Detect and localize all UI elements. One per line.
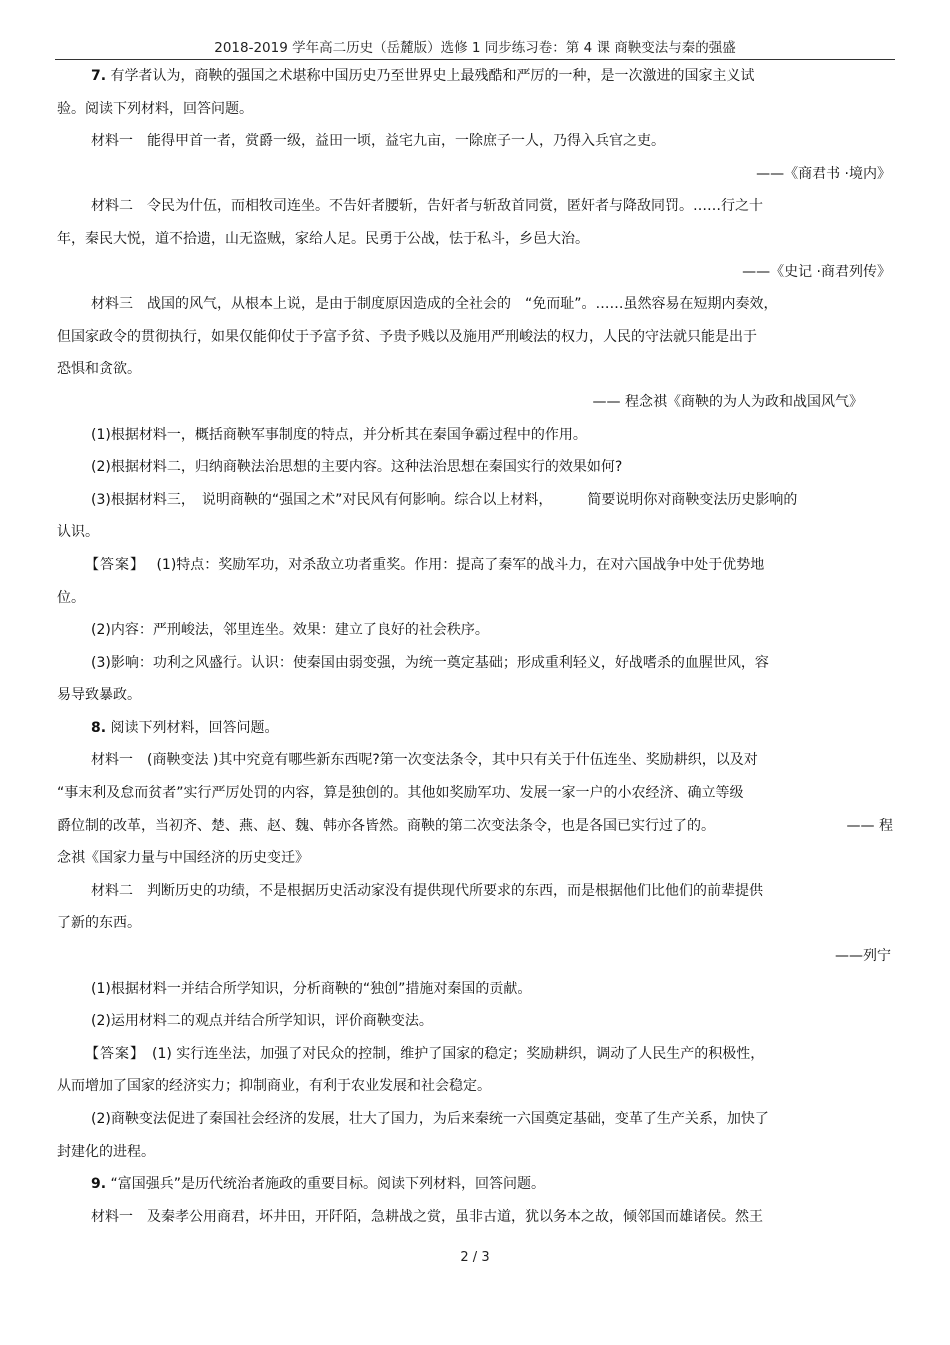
sub-question-1: (1)根据材料一，概括商鞅军事制度的特点，并分析其在秦国争霸过程中的作用。 (91, 426, 587, 443)
answer-1: 【答案】 (1)特点：奖励军功，对杀敌立功者重奖。作用：提高了秦军的战斗力，在对六国战争中处于优势地 (85, 556, 765, 573)
text-line: 爵位制的改革，当初齐、楚、燕、赵、魏、韩亦各皆然。商鞅的第二次变法条令，也是各国已实行过了的。 —— 程 (57, 810, 893, 843)
page-header: 2018-2019 学年高二历史（岳麓版）选修 1 同步练习卷：第 4 课 商鞅变法与秦的强盛 (55, 36, 895, 60)
text-line: 但国家政令的贯彻执行，如果仅能仰仗于予富予贫、予贵予贱以及施用严刑峻法的权力，人民的守法就只能是出于 (57, 328, 757, 345)
material-2: 材料二 令民为什伍，而相牧司连坐。不告奸者腰斩，告奸者与斩敌首同赏，匿奸者与降敌同罚。……行之十 (91, 198, 763, 215)
text-line: 易导致暴政。 (57, 687, 141, 704)
answer-1: 【答案】 (1) 实行连坐法，加强了对民众的控制，维护了国家的稳定；奖励耕织，调动了人民生产的积极性， (85, 1045, 765, 1062)
answer-3: (3)影响：功利之风盛行。认识：使秦国由弱变强，为统一奠定基础；形成重利轻义，好战嗜杀的血腥世风，容 (91, 654, 769, 671)
text-line: 位。 (57, 589, 85, 606)
text-line: 验。阅读下列材料，回答问题。 (57, 100, 253, 117)
material-1: 材料一 (商鞅变法 )其中究竟有哪些新东西呢?第一次变法条令，其中只有关于什伍连坐、奖励耕织，以及对 (91, 752, 758, 769)
question-7-stem: 7. 有学者认为，商鞅的强国之术堪称中国历史乃至世界史上最残酷和严厉的一种，是一次激进的国家主义试 (91, 68, 755, 84)
page-number: 2 / 3 (460, 1250, 490, 1265)
question-8-stem: 8. 阅读下列材料，回答问题。 (91, 719, 279, 736)
text-line: 了新的东西。 (57, 915, 141, 932)
answer-2: (2)商鞅变法促进了秦国社会经济的发展，壮大了国力，为后来秦统一六国奠定基础，变革了生产关系，加快了 (91, 1111, 769, 1127)
source-citation: 念祺《国家力量与中国经济的历史变迁》 (57, 850, 309, 867)
material-1: 材料一 能得甲首一者，赏爵一级，益田一顷，益宅九亩，一除庶子一人，乃得入兵官之吏。 (91, 133, 665, 150)
material-3: 材料三 战国的风气，从根本上说，是由于制度原因造成的全社会的 “免而耻”。……虽然容易在短期内奏效， (91, 296, 778, 313)
sub-question-3: (3)根据材料三， 说明商鞅的“强国之术”对民风有何影响。综合以上材料， 简要说明你对商鞅变法历史影响的 (91, 491, 798, 508)
document-body (57, 60, 893, 1233)
sub-question-1: (1)根据材料一并结合所学知识，分析商鞅的“独创”措施对秦国的贡献。 (91, 980, 532, 997)
source-citation: —— 程 (846, 817, 893, 834)
question-number: 7. (91, 68, 107, 84)
text-line: 认识。 (57, 524, 99, 541)
material-2: 材料二 判断历史的功绩，不是根据历史活动家没有提供现代所要求的东西，而是根据他们比他们的前辈提供 (91, 882, 763, 899)
source-citation: ——《商君书 ·境内》 (756, 165, 891, 182)
text-line: “事末利及怠而贫者”实行严厉处罚的内容，算是独创的。其他如奖励军功、发展一家一户的小农经济、确立等级 (57, 785, 744, 802)
answer-tag: 【答案】 (85, 1045, 138, 1062)
answer-tag: 【答案】 (85, 556, 138, 573)
text-line: 从而增加了国家的经济实力；抑制商业，有利于农业发展和社会稳定。 (57, 1078, 491, 1095)
source-citation: ——《史记 ·商君列传》 (742, 263, 891, 280)
question-number: 8. (91, 719, 107, 736)
text-line: 恐惧和贪欲。 (57, 361, 141, 378)
material-1: 材料一 及秦孝公用商君，坏井田，开阡陌，急耕战之赏，虽非古道，犹以务本之故，倾邻国而雄诸侯。然王 (91, 1208, 763, 1225)
answer-2: (2)内容：严刑峻法，邻里连坐。效果：建立了良好的社会秩序。 (91, 622, 489, 639)
question-9-stem: 9. “富国强兵”是历代统治者施政的重要目标。阅读下列材料，回答问题。 (91, 1176, 546, 1193)
question-number: 9. (91, 1176, 107, 1193)
text-line: 年，秦民大悦，道不拾遗，山无盗贼，家给人足。民勇于公战，怯于私斗，乡邑大治。 (57, 230, 589, 247)
sub-question-2: (2)运用材料二的观点并结合所学知识，评价商鞅变法。 (91, 1013, 433, 1030)
source-citation: —— 程念祺《商鞅的为人为政和战国风气》 (592, 393, 863, 410)
sub-question-2: (2)根据材料二，归纳商鞅法治思想的主要内容。这种法治思想在秦国实行的效果如何? (91, 459, 623, 476)
text-line: 封建化的进程。 (57, 1143, 155, 1160)
source-citation: ——列宁 (835, 948, 891, 965)
